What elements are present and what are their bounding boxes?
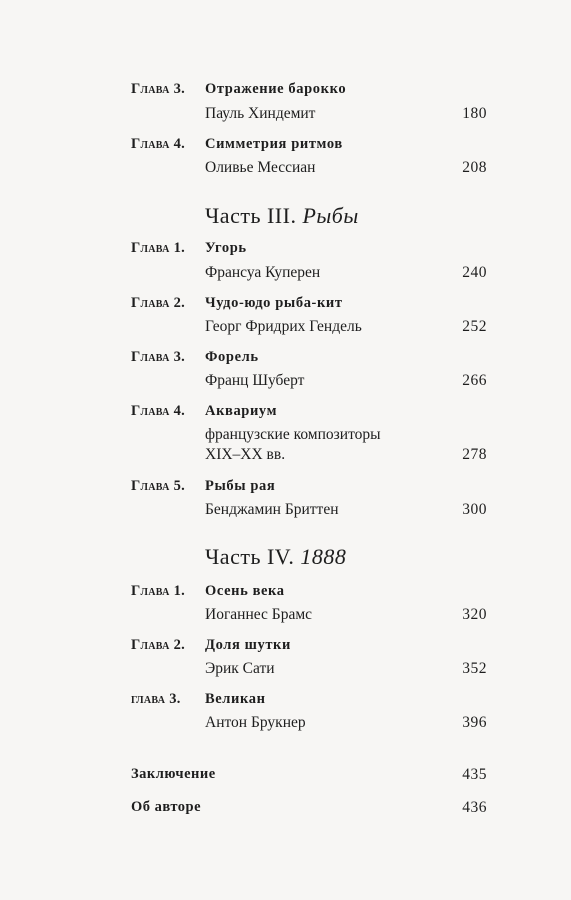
chapter-title: Рыбы рая xyxy=(205,478,276,494)
part-heading xyxy=(205,203,359,229)
part-label: Часть IV. xyxy=(205,544,295,569)
page-number: 240 xyxy=(462,264,487,281)
chapter-label: Глава 2. xyxy=(131,295,186,311)
page-number: 396 xyxy=(462,714,487,731)
chapter-title: Чудо-юдо рыба-кит xyxy=(205,295,343,311)
part-heading xyxy=(205,544,346,570)
chapter-composer: Эрик Сати xyxy=(205,660,275,677)
chapter-title: Симметрия ритмов xyxy=(205,136,343,152)
chapter-title: Угорь xyxy=(205,240,247,256)
page-number: 320 xyxy=(462,606,487,623)
chapter-label: Глава 3. xyxy=(131,81,186,97)
page-number: 266 xyxy=(462,372,487,389)
chapter-composer: Франсуа Куперен xyxy=(205,264,321,281)
chapter-label: Глава 5. xyxy=(131,478,186,494)
chapter-label: глава 3. xyxy=(131,691,181,707)
page-number: 352 xyxy=(462,660,487,677)
chapter-composer: Оливье Мессиан xyxy=(205,159,316,176)
chapter-label: Глава 4. xyxy=(131,403,186,419)
chapter-title: Великан xyxy=(205,691,266,707)
page-number: 300 xyxy=(462,501,487,518)
conclusion-title: Заключение xyxy=(131,766,216,782)
chapter-title: Доля шутки xyxy=(205,637,291,653)
chapter-label: Глава 2. xyxy=(131,637,186,653)
chapter-composer: Антон Брукнер xyxy=(205,714,306,731)
chapter-composer: Пауль Хиндемит xyxy=(205,105,316,122)
chapter-composer: французские композиторы xyxy=(205,426,381,443)
part-subtitle: Рыбы xyxy=(302,203,359,228)
part-subtitle: 1888 xyxy=(300,544,347,569)
chapter-label: Глава 1. xyxy=(131,240,186,256)
chapter-title: Аквариум xyxy=(205,403,278,419)
chapter-composer: Франц Шуберт xyxy=(205,372,305,389)
chapter-label: Глава 1. xyxy=(131,583,186,599)
chapter-composer: Георг Фридрих Гендель xyxy=(205,318,362,335)
chapter-label: Глава 4. xyxy=(131,136,186,152)
page-number: 278 xyxy=(462,446,487,463)
part-label: Часть III. xyxy=(205,203,297,228)
page-number: 180 xyxy=(462,105,487,122)
page-number: 208 xyxy=(462,159,487,176)
about-author-title: Об авторе xyxy=(131,799,202,815)
chapter-composer-continued: XIX–XX вв. xyxy=(205,446,286,463)
chapter-title: Отражение барокко xyxy=(205,81,347,97)
chapter-title: Осень века xyxy=(205,583,285,599)
chapter-composer: Иоганнес Брамс xyxy=(205,606,313,623)
chapter-composer: Бенджамин Бриттен xyxy=(205,501,339,518)
page-number: 435 xyxy=(462,766,487,783)
page-number: 436 xyxy=(462,799,487,816)
chapter-label: Глава 3. xyxy=(131,349,186,365)
chapter-title: Форель xyxy=(205,349,259,365)
page-number: 252 xyxy=(462,318,487,335)
